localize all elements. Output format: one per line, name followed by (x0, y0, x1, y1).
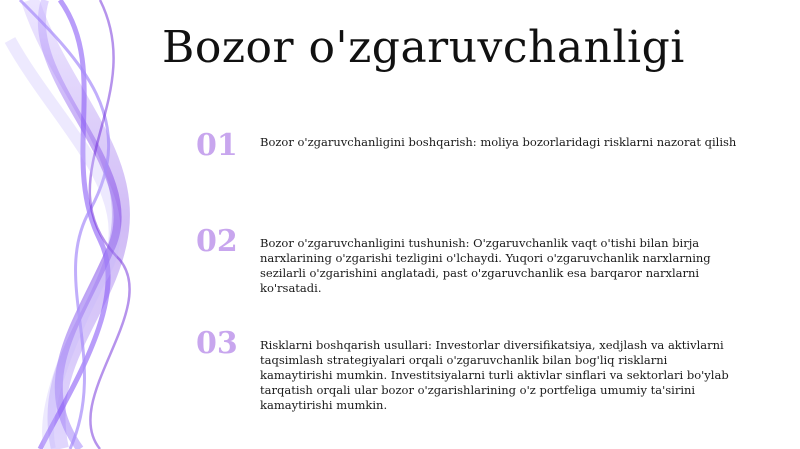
slide-title: Bozor o'zgaruvchanligi (162, 22, 685, 73)
item-number: 01 (196, 128, 238, 163)
item-text: Bozor o'zgaruvchanligini tushunish: O'zgaruvchanlik vaqt o'tishi bilan birja narxlarining o'zgarishi tezligini o'lchaydi. Yuqori o'zgaruvchanlik narxlarning sezilarli o'zgarishini anglatadi, past o'zgaruvchanlik esa barqaror narxlarni ko'rsatadi. (260, 236, 711, 295)
decorative-ribbon (0, 0, 170, 449)
item-number: 02 (196, 224, 238, 259)
item-text: Risklarni boshqarish usullari: Investorlar diversifikatsiya, xedjlash va aktivlarni taqsimlash strategiyalari orqali o'zgaruvchanlik bilan bog'liq risklarni kamaytirishi mumkin. Investitsiyalarni turli aktivlar sinflari va sektorlari bo'ylab tarqatish orqali ular bozor o'zgarishlarining o'z portfeliga umumiy ta'sirini kamaytirishi mumkin. (260, 338, 729, 412)
item-text: Bozor o'zgaruvchanligini boshqarish: moliya bozorlaridagi risklarni nazorat qilish (260, 135, 737, 149)
item-number: 03 (196, 326, 238, 361)
